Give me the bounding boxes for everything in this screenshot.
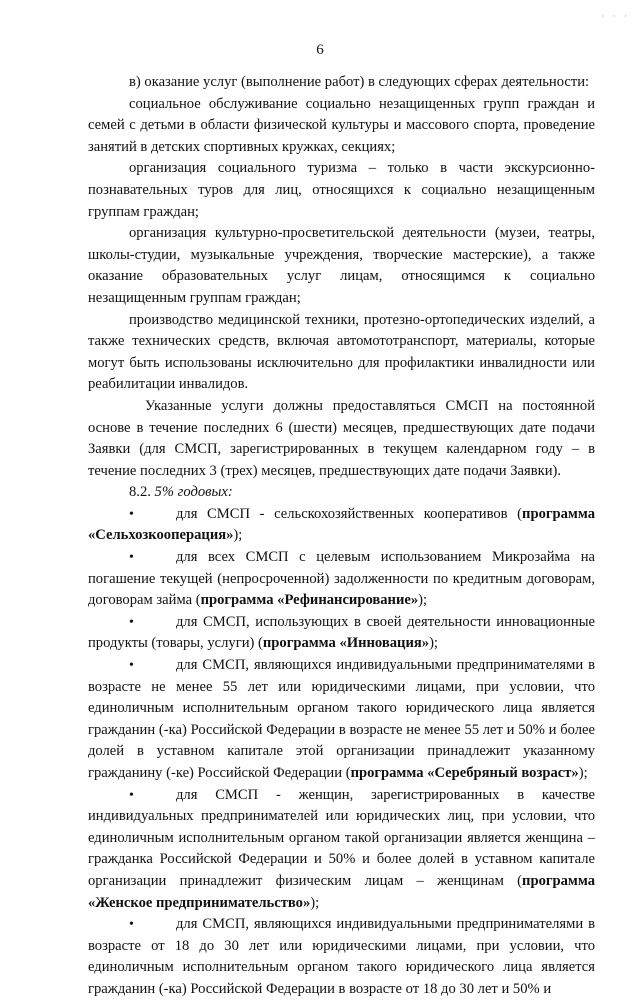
bullet-icon bbox=[129, 547, 176, 569]
list-item bbox=[88, 504, 595, 547]
program-name: программа «Серебряный возраст» bbox=[350, 765, 579, 781]
paragraph-activity-heading: в) оказание услуг (выполнение работ) в следующих сферах деятельности: bbox=[129, 74, 590, 90]
paragraph-social-service: социальное обслуживание социально незащищенных групп граждан и семей с детьми в области физической культуры и массового спорта, проведение занятий в детских спортивных кружках, секциях; bbox=[88, 95, 595, 155]
bullet-icon bbox=[129, 785, 176, 807]
list-item-tail: ); bbox=[233, 527, 243, 544]
list-item bbox=[88, 547, 595, 612]
list-item bbox=[88, 655, 595, 785]
list-item-text: для СМСП, использующих в своей деятельности инновационные продукты (товары, услуги) ( bbox=[88, 613, 595, 652]
section-title: 5% годовых: bbox=[154, 484, 233, 501]
list-item-text: для всех СМСП с целевым использованием Микрозайма на погашение текущей (непросроченной) задолженности по кредитным договорам, договорам займа ( bbox=[88, 549, 595, 609]
paragraph-services-period: Указанные услуги должны предоставляться СМСП на постоянной основе в течение последних 6 (шести) месяцев, предшествующих дате подачи Заявки (для СМСП, зарегистрированных в текущем календарном году – в течение последних 3 (трех) месяцев, предшествующих дате подачи Заявки). bbox=[88, 397, 595, 479]
bullet-icon bbox=[129, 504, 176, 526]
list-item-tail: ); bbox=[310, 894, 320, 911]
list-item-text: для СМСП, являющихся индивидуальными предпринимателями в возрасте не менее 55 лет или юридическими лицами, при условии, что единоличным исполнительным органом такого юридического лица является гражданин (-ка) Российской Федерации в возрасте не менее 55 лет и 50% и более долей в уставном капитале этой организации принадлежит указанному гражданину (-ке) Российской Федерации ( bbox=[88, 657, 595, 781]
list-item-tail: ); bbox=[429, 635, 438, 652]
bullet-icon bbox=[129, 612, 176, 634]
paragraph-cultural-activity: организация культурно-просветительской деятельности (музеи, театры, школы-студии, музыкальные учреждения, творческие мастерские), а также оказание образовательных услуг лицам, относящимся к социально незащищенным группам граждан; bbox=[88, 225, 595, 306]
program-name: программа «Рефинансирование» bbox=[200, 592, 419, 609]
paragraph-social-tourism: организация социального туризма – только в части экскурсионно-познавательных туров для лиц, относящихся к социально незащищенным группам граждан; bbox=[88, 160, 595, 220]
list-item bbox=[88, 785, 595, 915]
list-item-text: для СМСП, являющихся индивидуальными предпринимателями в возрасте от 18 до 30 лет или юридическими лицами, при условии, что единоличным исполнительным органом такого юридического лица является гражданин (-ка) Российской Федерации в возрасте от 18 до 30 лет и 50% и bbox=[88, 916, 595, 997]
section-8-2-heading bbox=[88, 482, 595, 504]
page-number: 6 bbox=[316, 42, 324, 58]
scan-corner-mark: · · · bbox=[601, 11, 630, 21]
paragraph-medical-equipment: производство медицинской техники, протезно-ортопедических изделий, а также технических средств, включая автомототранспорт, материалы, которые могут быть использованы исключительно для профилактики инвалидности или реабилитации инвалидов. bbox=[88, 311, 595, 393]
list-item-tail: ); bbox=[578, 765, 588, 781]
program-name: программа «Сельхозкооперация» bbox=[88, 505, 595, 544]
list-item-text: для СМСП - сельскохозяйственных кооперативов ( bbox=[176, 505, 523, 522]
page-body bbox=[88, 72, 595, 1001]
bullet-icon bbox=[129, 655, 176, 677]
list-item-text: для СМСП - женщин, зарегистрированных в качестве индивидуальных предпринимателей или юридических лиц, при условии, что единоличным исполнительным органом такой организации является женщина – гражданка Российской Федерации и 50% и более долей в уставном капитале организации принадлежит физическим лицам – женщинам ( bbox=[88, 786, 595, 889]
list-item-tail: ); bbox=[418, 592, 428, 609]
program-name: программа «Женское предпринимательство» bbox=[88, 872, 595, 911]
section-number: 8.2. bbox=[129, 484, 155, 501]
bullet-icon bbox=[129, 914, 176, 936]
list-item bbox=[88, 914, 595, 1000]
program-name: программа «Инновация» bbox=[262, 635, 430, 652]
list-item bbox=[88, 612, 595, 655]
